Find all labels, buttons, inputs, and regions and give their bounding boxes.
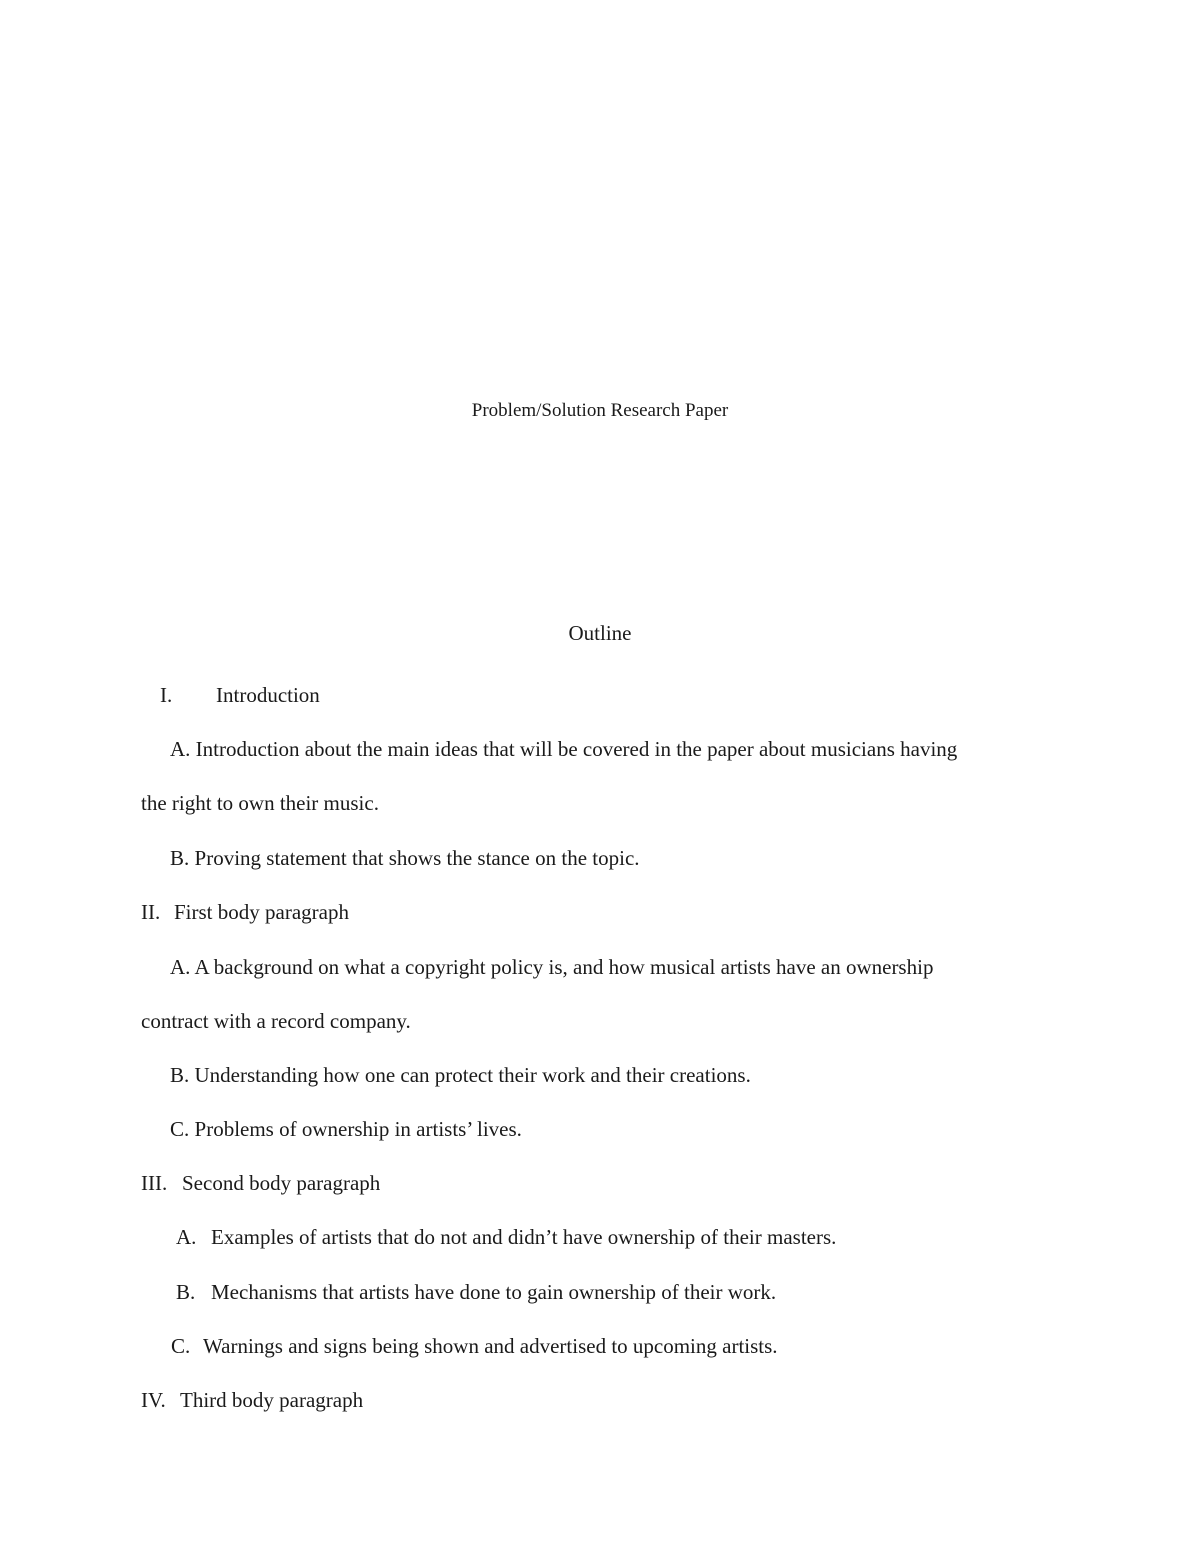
- item-letter: C.: [171, 1334, 191, 1358]
- section-ii-item-a: [170, 953, 933, 981]
- section-iv-heading: Third body paragraph: [180, 1388, 364, 1412]
- section-i-numeral: I.: [160, 683, 173, 707]
- section-i-item-b: [170, 844, 640, 872]
- section-i-item-a: [170, 735, 957, 763]
- item-letter: C.: [170, 1117, 190, 1141]
- item-text: Warnings and signs being shown and advertised to upcoming artists.: [203, 1334, 778, 1358]
- item-text: Proving statement that shows the stance on the topic.: [194, 846, 640, 870]
- item-text: A background on what a copyright policy is, and how musical artists have an ownership: [194, 955, 934, 979]
- item-text: Problems of ownership in artists’ lives.: [194, 1117, 522, 1141]
- item-letter: A.: [170, 955, 191, 979]
- paper-title: Problem/Solution Research Paper: [471, 400, 729, 421]
- section-ii-item-c: [170, 1115, 522, 1143]
- section-i-item-a-continuation: the right to own their music.: [141, 791, 379, 815]
- section-ii-item-b: [170, 1061, 751, 1089]
- item-letter: A.: [176, 1225, 197, 1249]
- item-letter: B.: [170, 846, 190, 870]
- item-letter: A.: [170, 737, 191, 761]
- item-letter: B.: [176, 1280, 196, 1304]
- section-iii-numeral: III.: [141, 1171, 168, 1195]
- item-text: Examples of artists that do not and didn’t have ownership of their masters.: [211, 1225, 837, 1249]
- section-ii-heading: First body paragraph: [174, 900, 349, 924]
- section-iii-item-b: [176, 1278, 776, 1306]
- item-text: Introduction about the main ideas that will be covered in the paper about musicians having: [195, 737, 958, 761]
- section-i-heading: Introduction: [216, 683, 320, 707]
- section-iii-item-c: [171, 1332, 778, 1360]
- item-letter: B.: [170, 1063, 190, 1087]
- section-iv-numeral: IV.: [141, 1388, 166, 1412]
- section-ii-numeral: II.: [141, 900, 161, 924]
- item-text: Understanding how one can protect their work and their creations.: [194, 1063, 751, 1087]
- outline-heading: Outline: [568, 621, 632, 645]
- section-iii-item-a: [176, 1223, 836, 1251]
- section-iii-heading: Second body paragraph: [182, 1171, 381, 1195]
- section-ii-item-a-continuation: contract with a record company.: [141, 1009, 411, 1033]
- item-text: Mechanisms that artists have done to gain ownership of their work.: [211, 1280, 777, 1304]
